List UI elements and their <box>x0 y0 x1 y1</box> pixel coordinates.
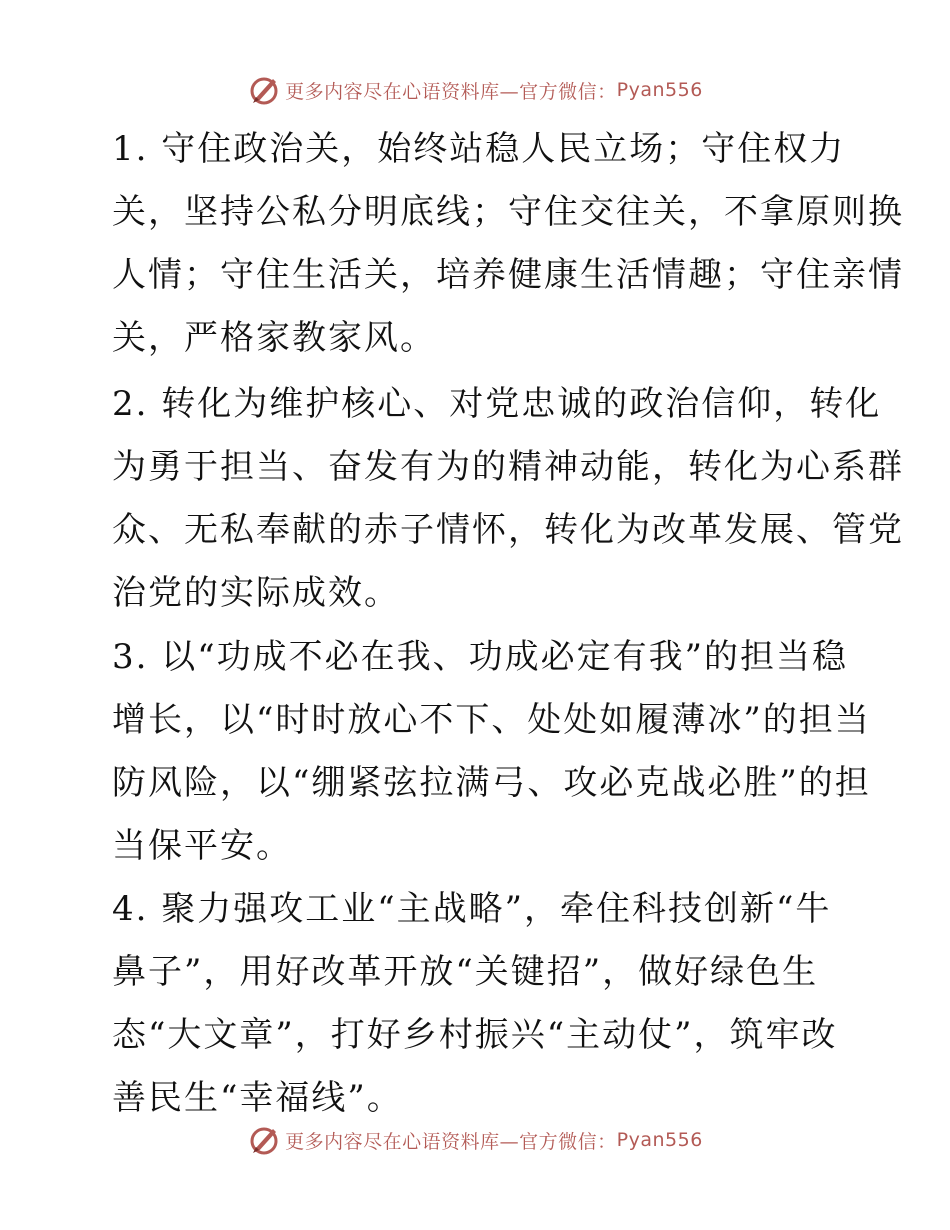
footer-watermark <box>0 1120 950 1160</box>
paragraph-line: 为勇于担当、奋发有为的精神动能，转化为心系群 <box>112 447 904 487</box>
paragraph-line: 善民生“幸福线”。 <box>112 1078 403 1118</box>
paragraph-line: 治党的实际成效。 <box>112 573 400 613</box>
paragraph-2 <box>98 373 904 625</box>
header-watermark <box>0 70 950 110</box>
paragraph-1 <box>98 118 904 370</box>
paragraph-4 <box>98 878 850 1130</box>
watermark-text: 更多内容尽在心语资料库—官方微信： <box>285 80 617 103</box>
watermark-wechat-id: Pyan556 <box>616 1129 703 1151</box>
paragraph-line: 关，严格家教家风。 <box>112 318 436 358</box>
paragraph-line: 众、无私奉献的赤子情怀，转化为改革发展、管党 <box>112 510 904 550</box>
paragraph-line: 人情；守住生活关，培养健康生活情趣；守住亲情 <box>112 255 904 295</box>
watermark-text: 更多内容尽在心语资料库—官方微信： <box>285 1130 617 1153</box>
pen-logo-icon <box>247 73 281 107</box>
paragraph-line: 关，坚持公私分明底线；守住交往关，不拿原则换 <box>112 192 904 232</box>
paragraph-line: 态“大文章”，打好乡村振兴“主动仗”，筑牢改 <box>112 1015 838 1055</box>
paragraph-line: 增长，以“时时放心不下、处处如履薄冰”的担当 <box>112 700 871 740</box>
paragraph-line: 防风险，以“绷紧弦拉满弓、攻必克战必胜”的担 <box>112 763 871 803</box>
paragraph-line: 当保平安。 <box>112 826 292 866</box>
paragraph-line: 3. 以“功成不必在我、功成必定有我”的担当稳 <box>112 637 849 677</box>
watermark-wechat-id: Pyan556 <box>616 79 703 101</box>
pen-logo-icon <box>247 1123 281 1157</box>
paragraph-line: 鼻子”，用好改革开放“关键招”，做好绿色生 <box>112 952 819 992</box>
paragraph-line: 4. 聚力强攻工业“主战略”，牵住科技创新“牛 <box>112 889 832 929</box>
paragraph-line: 2. 转化为维护核心、对党忠诚的政治信仰，转化 <box>112 384 882 424</box>
paragraph-line: 1. 守住政治关，始终站稳人民立场；守住权力 <box>112 129 846 169</box>
paragraph-3 <box>98 626 871 878</box>
